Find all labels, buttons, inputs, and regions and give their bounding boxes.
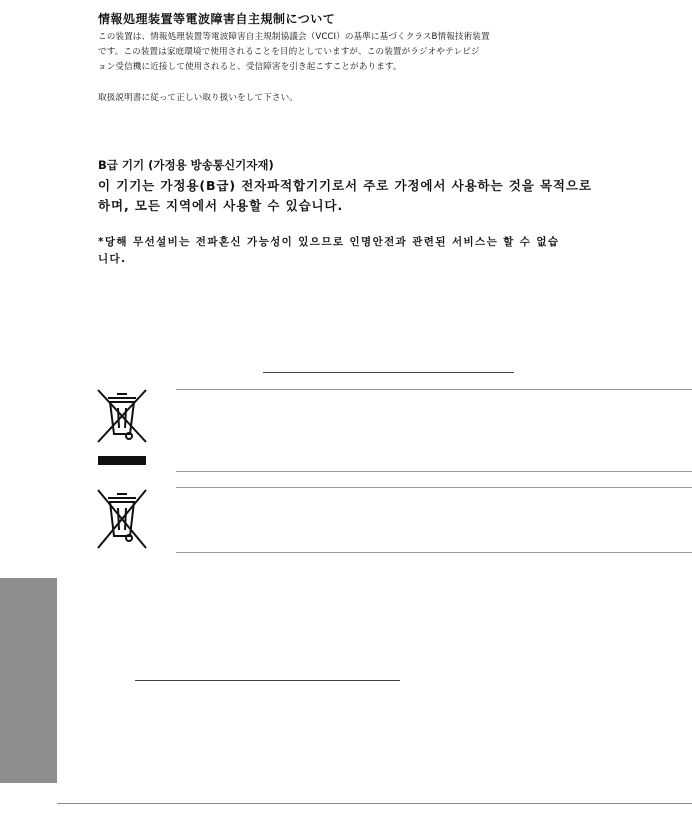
kc-notice-note-line: 니다. — [98, 253, 127, 265]
kc-notice-note-line: *당해 무선설비는 전파혼신 가능성이 있으므로 인명안전과 관련된 서비스는 할 수 없습 — [98, 236, 560, 248]
vcci-instruction: 取扱説明書に従って正しい取り扱いをして下さい。 — [98, 93, 298, 103]
vcci-notice-line: ョン受信機に近接して使用されると、受信障害を引き起こすことがあります。 — [98, 62, 402, 72]
kc-notice-body-line: 이 기기는 가정용(B급) 전자파적합기기로서 주로 가정에서 사용하는 것을 목적으로 — [98, 178, 592, 193]
vcci-notice-title: 情報処理装置等電波障害自主規制について — [98, 12, 336, 26]
chapter-side-tab — [0, 578, 57, 783]
section-underline — [263, 372, 514, 373]
vcci-notice-line: です。この装置は家庭環境で使用されることを目的としていますが、この装置がラジオやテレビジ — [98, 47, 480, 57]
weee-section-divider — [176, 471, 692, 472]
kc-notice-body-line: 하며, 모든 지역에서 사용할 수 있습니다. — [98, 198, 344, 213]
weee-section-bottom-rule — [176, 552, 692, 553]
weee-section-top-rule — [176, 487, 692, 488]
crossed-out-wheelie-bin-icon — [94, 488, 150, 552]
kc-notice-heading: B급 기기 (가정용 방송통신기자재) — [98, 158, 274, 172]
vcci-notice-line: この装置は、情報処理装置等電波障害自主規制協議会（VCCI）の基準に基づくクラスB情報技術装置 — [98, 32, 490, 42]
weee-section-top-rule — [176, 389, 692, 390]
section-underline — [135, 680, 400, 681]
page-footer-rule — [57, 803, 692, 804]
crossed-out-wheelie-bin-with-bar-icon — [94, 388, 150, 468]
